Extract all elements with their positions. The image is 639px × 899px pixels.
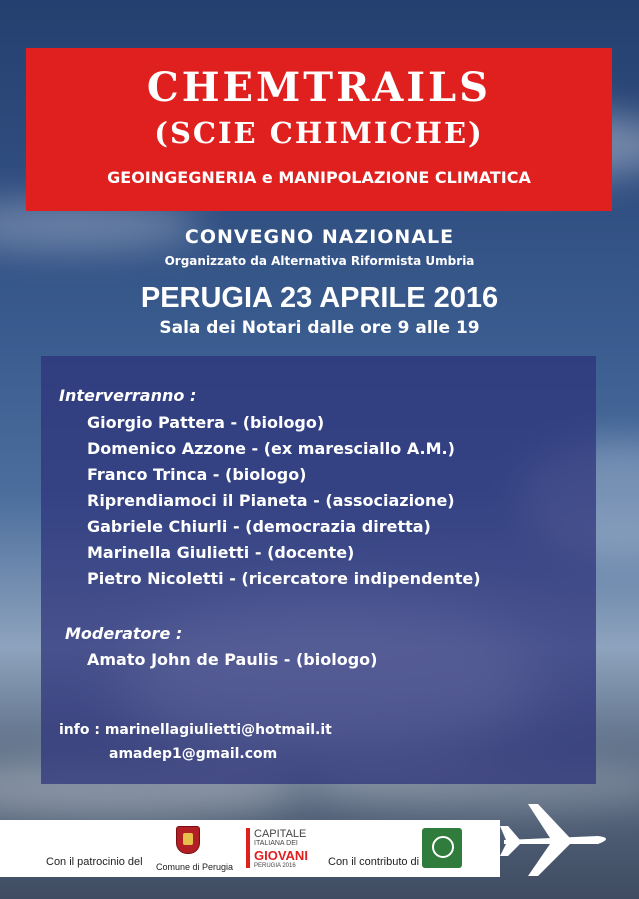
moderator-heading: Moderatore : xyxy=(65,624,183,643)
event-city-date: PERUGIA 23 APRILE 2016 xyxy=(140,282,499,314)
poster-subtitle: (SCIE CHIMICHE) xyxy=(154,116,484,150)
sponsor-strip xyxy=(0,820,500,877)
list-item: Domenico Azzone - (ex maresciallo A.M.) xyxy=(87,439,455,458)
list-item: Gabriele Chiurli - (democrazia diretta) xyxy=(87,517,431,536)
capitale-logo-text: GIOVANI xyxy=(254,848,308,863)
event-type: CONVEGNO NAZIONALE xyxy=(184,226,455,248)
list-item: Giorgio Pattera - (biologo) xyxy=(87,413,325,432)
contributo-label: Con il contributo di xyxy=(328,856,420,868)
list-item: Franco Trinca - (biologo) xyxy=(87,465,307,484)
comune-label: Comune di Perugia xyxy=(156,862,234,872)
list-item: Marinella Giulietti - (docente) xyxy=(87,543,355,562)
airplane-icon xyxy=(498,800,618,880)
moderator-name: Amato John de Paulis - (biologo) xyxy=(87,650,378,669)
contact-email-2: amadep1@gmail.com xyxy=(109,746,278,762)
capitale-logo-bar xyxy=(246,828,250,868)
list-item: Riprendiamoci il Pianeta - (associazione) xyxy=(87,491,455,510)
capitale-logo-text: PERUGIA 2016 xyxy=(254,863,296,869)
green-logo-icon xyxy=(422,828,462,868)
header-banner xyxy=(26,48,612,211)
capitale-logo-text: CAPITALE xyxy=(254,828,307,840)
event-organizer: Organizzato da Alternativa Riformista Umbria xyxy=(164,254,475,268)
poster-theme: GEOINGEGNERIA e MANIPOLAZIONE CLIMATICA xyxy=(107,168,531,187)
speakers-heading: Interverranno : xyxy=(59,386,197,405)
capitale-logo-text: ITALIANA DEI xyxy=(254,840,298,847)
program-panel xyxy=(41,356,596,784)
perugia-crest-icon xyxy=(176,826,200,854)
poster-title: CHEMTRAILS xyxy=(146,64,492,111)
speaker-list xyxy=(87,410,481,592)
event-venue: Sala dei Notari dalle ore 9 alle 19 xyxy=(159,318,480,338)
list-item: Pietro Nicoletti - (ricercatore indipendente) xyxy=(87,569,481,588)
contact-email-1: info : marinellagiulietti@hotmail.it xyxy=(59,722,332,738)
patrocinio-label: Con il patrocinio del xyxy=(46,856,143,868)
